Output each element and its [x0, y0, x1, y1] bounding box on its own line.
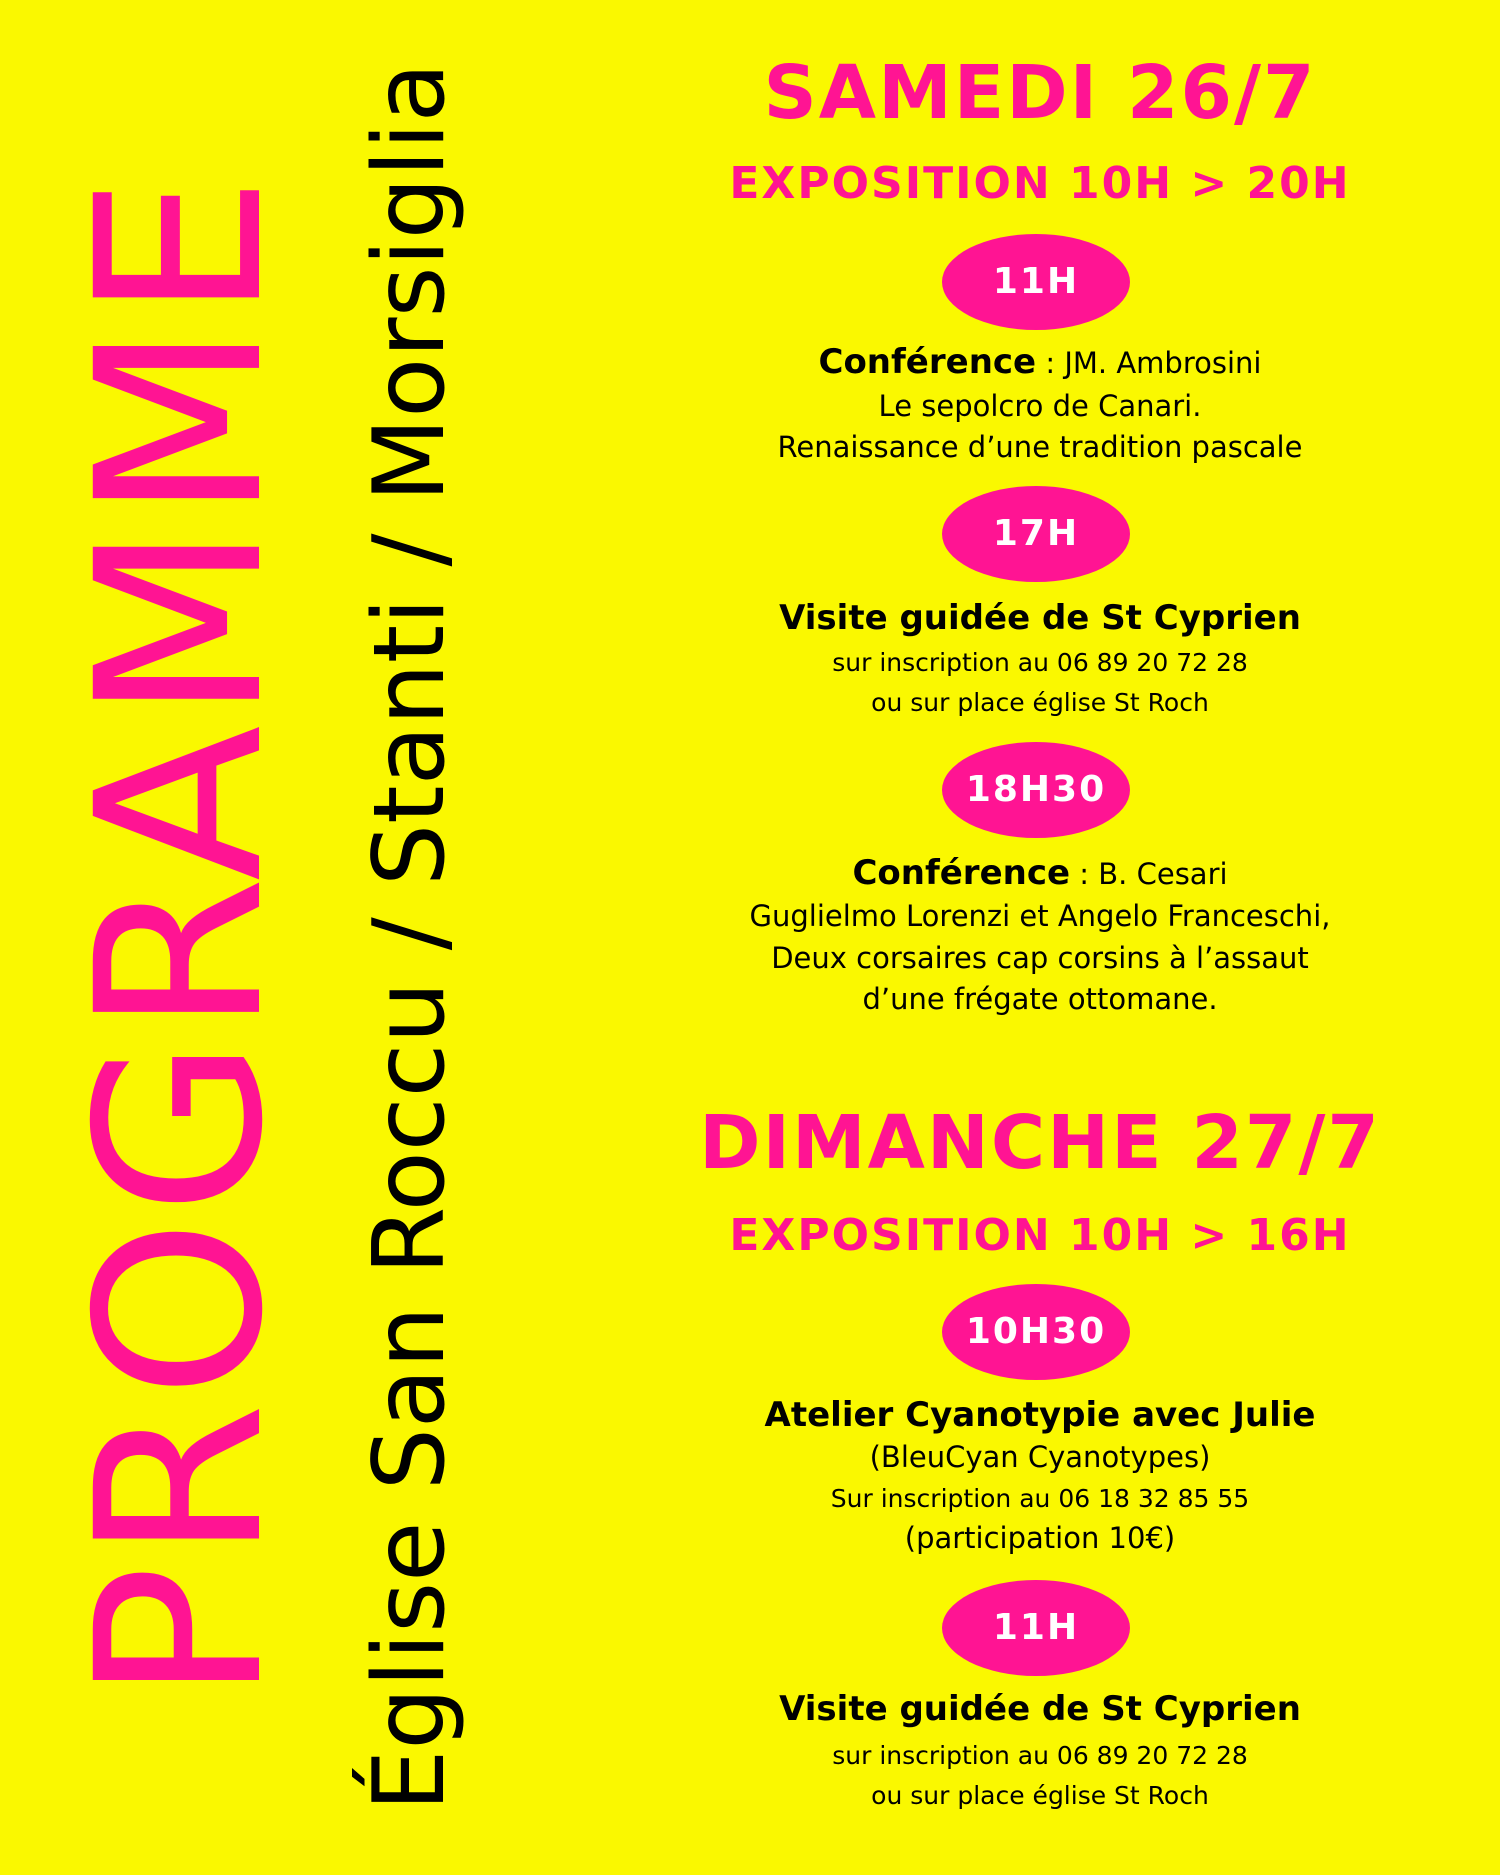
event-speaker: : B. Cesari — [1070, 857, 1228, 891]
sunday-exposition: EXPOSITION 10H > 16H — [729, 1210, 1351, 1261]
event-line: (participation 10€) — [904, 1521, 1176, 1555]
time-badge-18h30: 18H30 — [942, 742, 1130, 838]
event-line: Deux corsaires cap corsins à l’assaut — [771, 941, 1309, 975]
event-title-visite: Visite guidée de St Cyprien — [779, 1689, 1301, 1729]
event-speaker: : JM. Ambrosini — [1036, 346, 1262, 380]
event-title-atelier: Atelier Cyanotypie avec Julie — [764, 1395, 1316, 1435]
event-line: Renaissance d’une tradition pascale — [777, 430, 1303, 464]
sunday-heading: DIMANCHE 27/7 — [699, 1100, 1381, 1186]
event-conference-cesari — [690, 853, 1390, 894]
event-conference-ambrosini — [690, 342, 1390, 383]
event-line: sur inscription au 06 89 20 72 28 — [832, 648, 1248, 677]
event-line: Le sepolcro de Canari. — [878, 389, 1202, 423]
time-badge-10h30: 10H30 — [942, 1284, 1130, 1380]
event-line: (BleuCyan Cyanotypes) — [869, 1440, 1211, 1474]
time-badge-11h-sunday: 11H — [942, 1580, 1130, 1676]
event-title-visite: Visite guidée de St Cyprien — [779, 598, 1301, 638]
time-badge-17h: 17H — [942, 486, 1130, 582]
event-line: ou sur place église St Roch — [871, 1781, 1209, 1810]
event-label: Conférence — [852, 853, 1071, 893]
event-line: Guglielmo Lorenzi et Angelo Franceschi, — [749, 899, 1331, 933]
time-badge-11h: 11H — [942, 234, 1130, 330]
event-line: ou sur place église St Roch — [871, 688, 1209, 717]
event-line: d’une frégate ottomane. — [862, 982, 1218, 1016]
saturday-heading: SAMEDI 26/7 — [763, 50, 1317, 136]
saturday-exposition: EXPOSITION 10H > 20H — [729, 158, 1351, 209]
event-line: Sur inscription au 06 18 32 85 55 — [830, 1484, 1250, 1513]
event-label: Conférence — [818, 342, 1037, 382]
venue-subtitle: Église San Roccu / Stanti / Morsiglia — [353, 62, 467, 1812]
event-line: sur inscription au 06 89 20 72 28 — [832, 1741, 1248, 1770]
programme-title: PROGRAMME — [47, 171, 313, 1703]
